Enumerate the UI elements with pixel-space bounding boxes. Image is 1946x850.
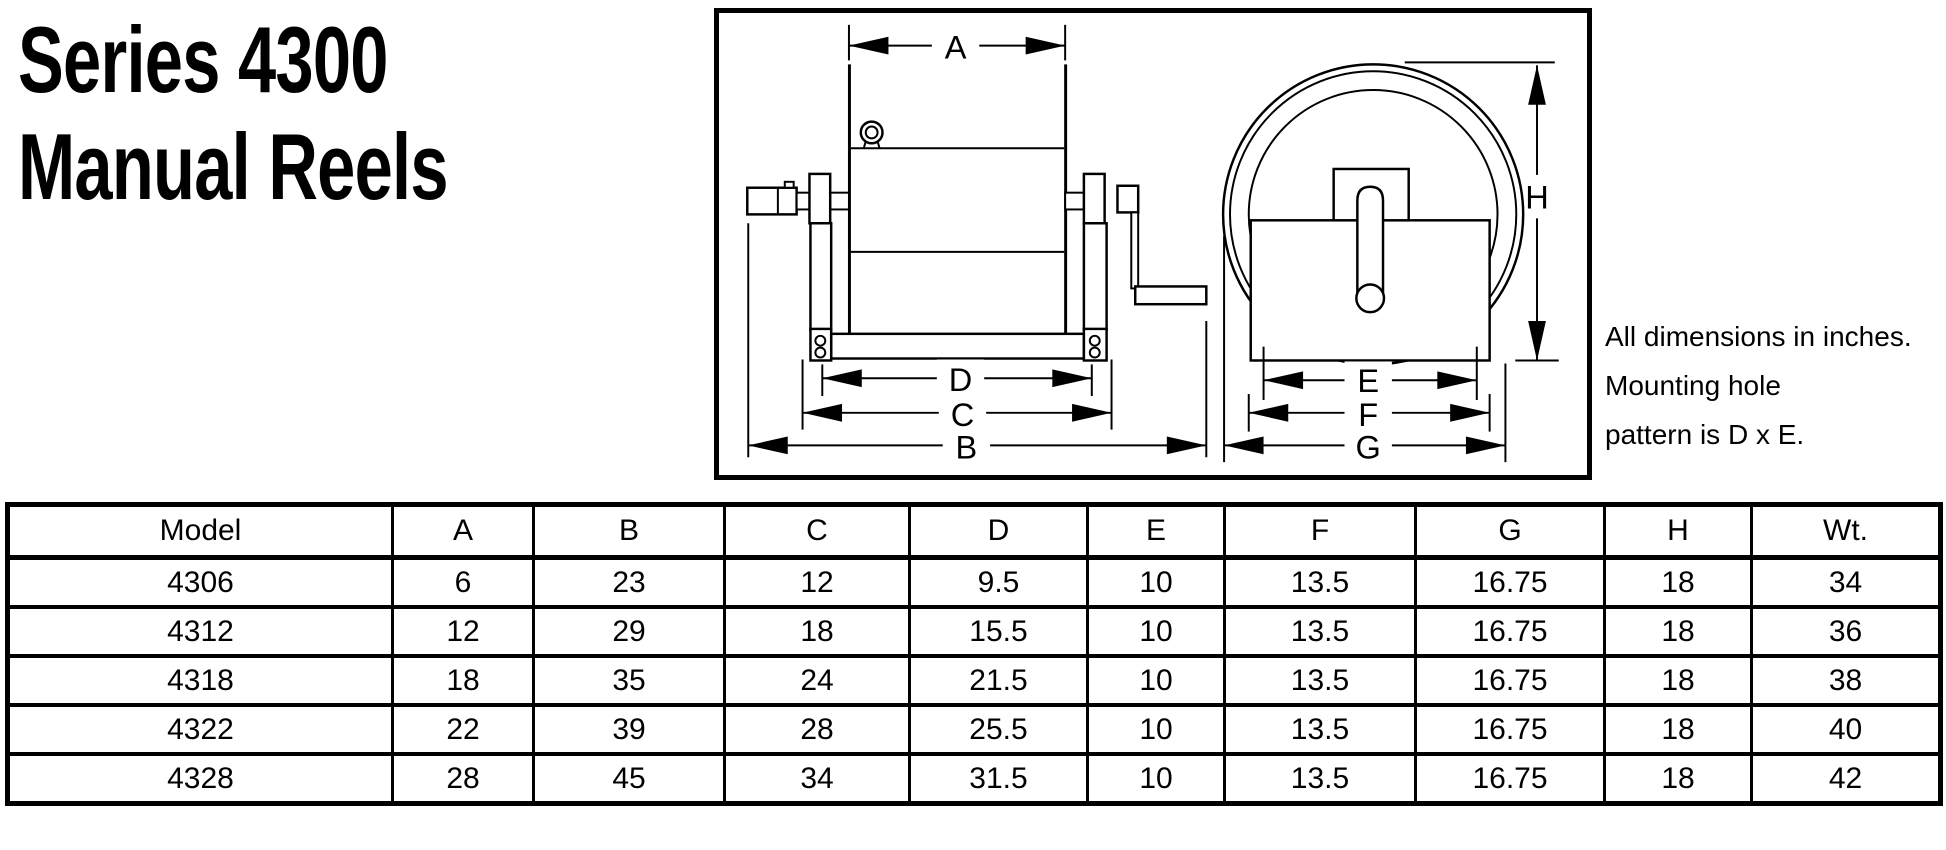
dim-label-c: C [950, 396, 975, 433]
arrowhead-right-icon [1026, 37, 1065, 55]
cell: 34 [1752, 558, 1941, 608]
crank-arm [1131, 212, 1138, 288]
cell: 12 [393, 607, 534, 656]
page-title-line1: Series 4300 [18, 7, 388, 112]
dimensions-table [5, 502, 1943, 806]
dimension-notes [1605, 312, 1945, 459]
cell-model: 4318 [8, 656, 393, 705]
cell: 13.5 [1225, 656, 1416, 705]
arrowhead-up-icon [1528, 65, 1546, 104]
dim-label-e: E [1357, 363, 1380, 400]
cell: 21.5 [910, 656, 1088, 705]
cell: 28 [725, 705, 910, 754]
cell: 36 [1752, 607, 1941, 656]
col-header-g: G [1416, 505, 1605, 558]
cell: 15.5 [910, 607, 1088, 656]
cell: 13.5 [1225, 558, 1416, 608]
cell: 16.75 [1416, 705, 1605, 754]
table-row [8, 705, 1941, 754]
note-line-1: All dimensions in inches. [1605, 321, 1912, 352]
cell: 12 [725, 558, 910, 608]
cell: 18 [1605, 656, 1752, 705]
cell: 18 [1605, 705, 1752, 754]
front-view [747, 64, 1206, 360]
side-crank-grip [1356, 284, 1384, 312]
cell: 39 [534, 705, 725, 754]
cell: 18 [393, 656, 534, 705]
col-header-e: E [1088, 505, 1225, 558]
hose-inlet-fitting [861, 122, 883, 149]
technical-drawing-box [714, 8, 1592, 480]
dim-label-a: A [944, 29, 967, 66]
col-header-h: H [1605, 505, 1752, 558]
col-header-b: B [534, 505, 725, 558]
cell: 42 [1752, 754, 1941, 804]
col-header-a: A [393, 505, 534, 558]
cell: 34 [725, 754, 910, 804]
cell: 10 [1088, 656, 1225, 705]
cell: 29 [534, 607, 725, 656]
cell: 18 [1605, 607, 1752, 656]
cell: 16.75 [1416, 754, 1605, 804]
cell: 35 [534, 656, 725, 705]
page-title-line2: Manual Reels [18, 114, 448, 219]
cell: 10 [1088, 607, 1225, 656]
cell: 16.75 [1416, 558, 1605, 608]
table-row [8, 656, 1941, 705]
col-header-f: F [1225, 505, 1416, 558]
col-header-d: D [910, 505, 1088, 558]
table-row [8, 754, 1941, 804]
col-header-model: Model [8, 505, 393, 558]
cell: 10 [1088, 754, 1225, 804]
side-view [1223, 64, 1523, 364]
reel-dimension-diagram [719, 13, 1587, 475]
cell-model: 4312 [8, 607, 393, 656]
support-post-left [810, 223, 831, 330]
cell: 10 [1088, 558, 1225, 608]
dim-label-h: H [1525, 179, 1549, 216]
cell: 22 [393, 705, 534, 754]
cell-model: 4306 [8, 558, 393, 608]
cell: 6 [393, 558, 534, 608]
base-bar [831, 334, 1084, 359]
table-row [8, 607, 1941, 656]
arrowhead-left-icon [849, 37, 888, 55]
cell: 16.75 [1416, 656, 1605, 705]
cell: 13.5 [1225, 705, 1416, 754]
table-header-row [8, 505, 1941, 558]
cell: 45 [534, 754, 725, 804]
col-header-c: C [725, 505, 910, 558]
cell-model: 4322 [8, 705, 393, 754]
cell: 18 [1605, 754, 1752, 804]
table-row [8, 558, 1941, 608]
cell: 38 [1752, 656, 1941, 705]
cell: 23 [534, 558, 725, 608]
dim-label-f: F [1358, 396, 1379, 433]
col-header-wt: Wt. [1752, 505, 1941, 558]
cell: 10 [1088, 705, 1225, 754]
dim-label-b: B [955, 429, 978, 466]
arrowhead-down-icon [1528, 321, 1546, 360]
dim-label-d: D [948, 362, 973, 399]
cell: 40 [1752, 705, 1941, 754]
page-title [18, 6, 448, 220]
cell: 16.75 [1416, 607, 1605, 656]
cell: 28 [393, 754, 534, 804]
cell: 24 [725, 656, 910, 705]
cell: 18 [725, 607, 910, 656]
inlet-swivel-assembly [747, 174, 849, 223]
cell: 9.5 [910, 558, 1088, 608]
cell: 31.5 [910, 754, 1088, 804]
crank-grip [1135, 286, 1206, 304]
side-crank-shaft [1357, 187, 1383, 300]
dim-label-g: G [1355, 429, 1381, 466]
note-line-3: pattern is D x E. [1605, 419, 1805, 450]
cell: 13.5 [1225, 607, 1416, 656]
note-line-2: Mounting hole [1605, 370, 1781, 401]
cell-model: 4328 [8, 754, 393, 804]
cell: 18 [1605, 558, 1752, 608]
cell: 13.5 [1225, 754, 1416, 804]
cell: 25.5 [910, 705, 1088, 754]
support-post-right [1084, 223, 1107, 330]
